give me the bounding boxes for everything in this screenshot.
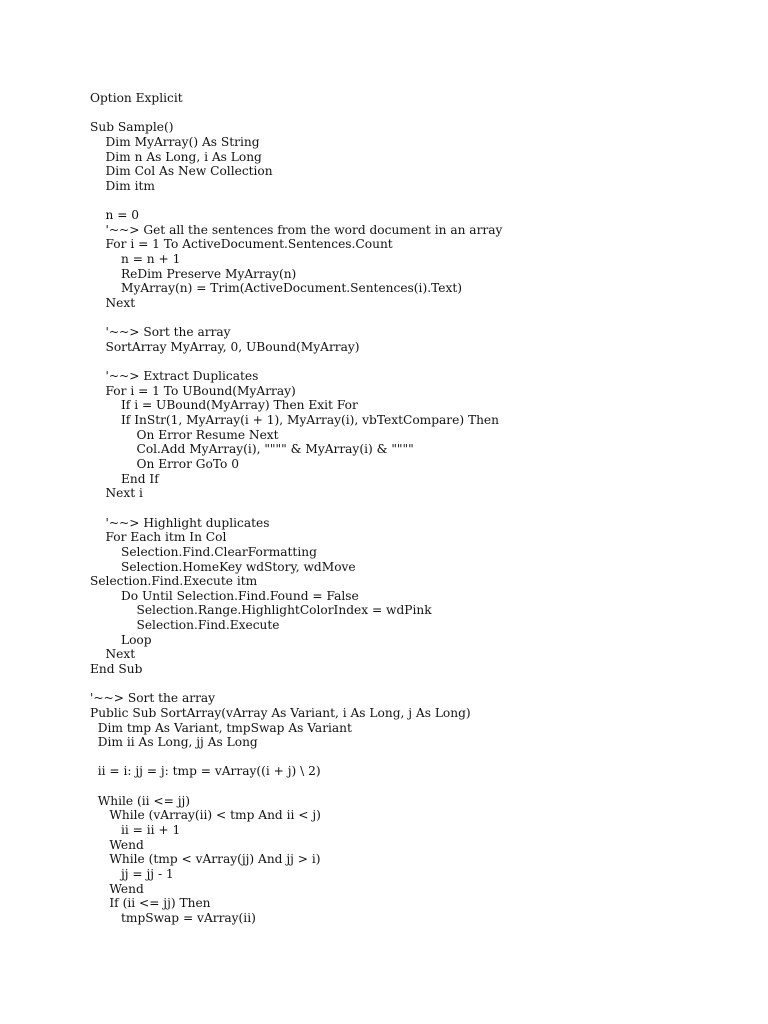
code-line: Next <box>90 647 136 662</box>
code-line: On Error GoTo 0 <box>90 457 240 472</box>
code-line: MyArray(n) = Trim(ActiveDocument.Sentences(i).Text) <box>90 281 463 296</box>
code-line: Selection.Find.Execute itm <box>90 574 258 589</box>
code-line: Sub Sample() <box>90 120 174 135</box>
code-line: End Sub <box>90 661 143 676</box>
code-line: Dim tmp As Variant, tmpSwap As Variant <box>90 720 352 735</box>
code-line <box>90 779 502 794</box>
code-line: SortArray MyArray, 0, UBound(MyArray) <box>90 339 360 354</box>
code-line: Dim n As Long, i As Long <box>90 149 262 164</box>
code-line: Selection.Find.Execute <box>90 618 280 633</box>
code-line: For i = 1 To ActiveDocument.Sentences.Count <box>90 237 393 252</box>
code-line: Next <box>90 295 136 310</box>
code-line <box>90 355 502 370</box>
code-line: Option Explicit <box>90 91 183 105</box>
code-line: If InStr(1, MyArray(i + 1), MyArray(i), vbTextCompare) Then <box>90 413 499 428</box>
code-line: n = n + 1 <box>90 252 181 267</box>
code-line: Dim ii As Long, jj As Long <box>90 735 258 750</box>
code-line: ii = ii + 1 <box>90 823 181 838</box>
code-line: Wend <box>90 837 144 852</box>
code-line: ReDim Preserve MyArray(n) <box>90 266 297 281</box>
code-line <box>90 750 502 765</box>
code-line: Do Until Selection.Find.Found = False <box>90 588 359 603</box>
code-line: Selection.HomeKey wdStory, wdMove <box>90 559 356 574</box>
code-line: Loop <box>90 632 152 647</box>
code-line: While (tmp < vArray(jj) And jj > i) <box>90 852 321 867</box>
code-line: '~~> Highlight duplicates <box>90 515 270 530</box>
code-line: jj = jj - 1 <box>90 866 174 881</box>
code-line: '~~> Sort the array <box>90 691 216 706</box>
code-line: End If <box>90 471 159 486</box>
code-line: tmpSwap = vArray(ii) <box>90 910 256 925</box>
code-line: Dim MyArray() As String <box>90 134 260 149</box>
code-line <box>90 677 502 692</box>
code-line <box>90 501 502 516</box>
code-line: While (ii <= jj) <box>90 793 191 808</box>
code-line: For i = 1 To UBound(MyArray) <box>90 383 296 398</box>
code-line: While (vArray(ii) < tmp And ii < j) <box>90 808 321 823</box>
code-line: n = 0 <box>90 208 140 223</box>
code-listing <box>90 91 502 926</box>
code-line: Selection.Range.HighlightColorIndex = wdPink <box>90 603 432 618</box>
code-line <box>90 106 502 121</box>
code-line: Wend <box>90 881 144 896</box>
code-line: Public Sub SortArray(vArray As Variant, i As Long, j As Long) <box>90 705 471 720</box>
code-line: ii = i: jj = j: tmp = vArray((i + j) \ 2) <box>90 764 321 779</box>
code-line: Col.Add MyArray(i), """" & MyArray(i) & """" <box>90 442 414 457</box>
code-line: On Error Resume Next <box>90 427 279 442</box>
code-line: Next i <box>90 486 143 501</box>
code-line: '~~> Extract Duplicates <box>90 369 259 384</box>
code-line <box>90 311 502 326</box>
code-line: If i = UBound(MyArray) Then Exit For <box>90 398 358 413</box>
code-line: '~~> Get all the sentences from the word document in an array <box>90 222 503 237</box>
code-line: Selection.Find.ClearFormatting <box>90 544 317 559</box>
code-line: If (ii <= jj) Then <box>90 896 211 911</box>
code-line <box>90 193 502 208</box>
code-line: For Each itm In Col <box>90 530 227 545</box>
code-line: Dim Col As New Collection <box>90 164 273 179</box>
code-line: Dim itm <box>90 178 155 193</box>
code-line: '~~> Sort the array <box>90 325 231 340</box>
